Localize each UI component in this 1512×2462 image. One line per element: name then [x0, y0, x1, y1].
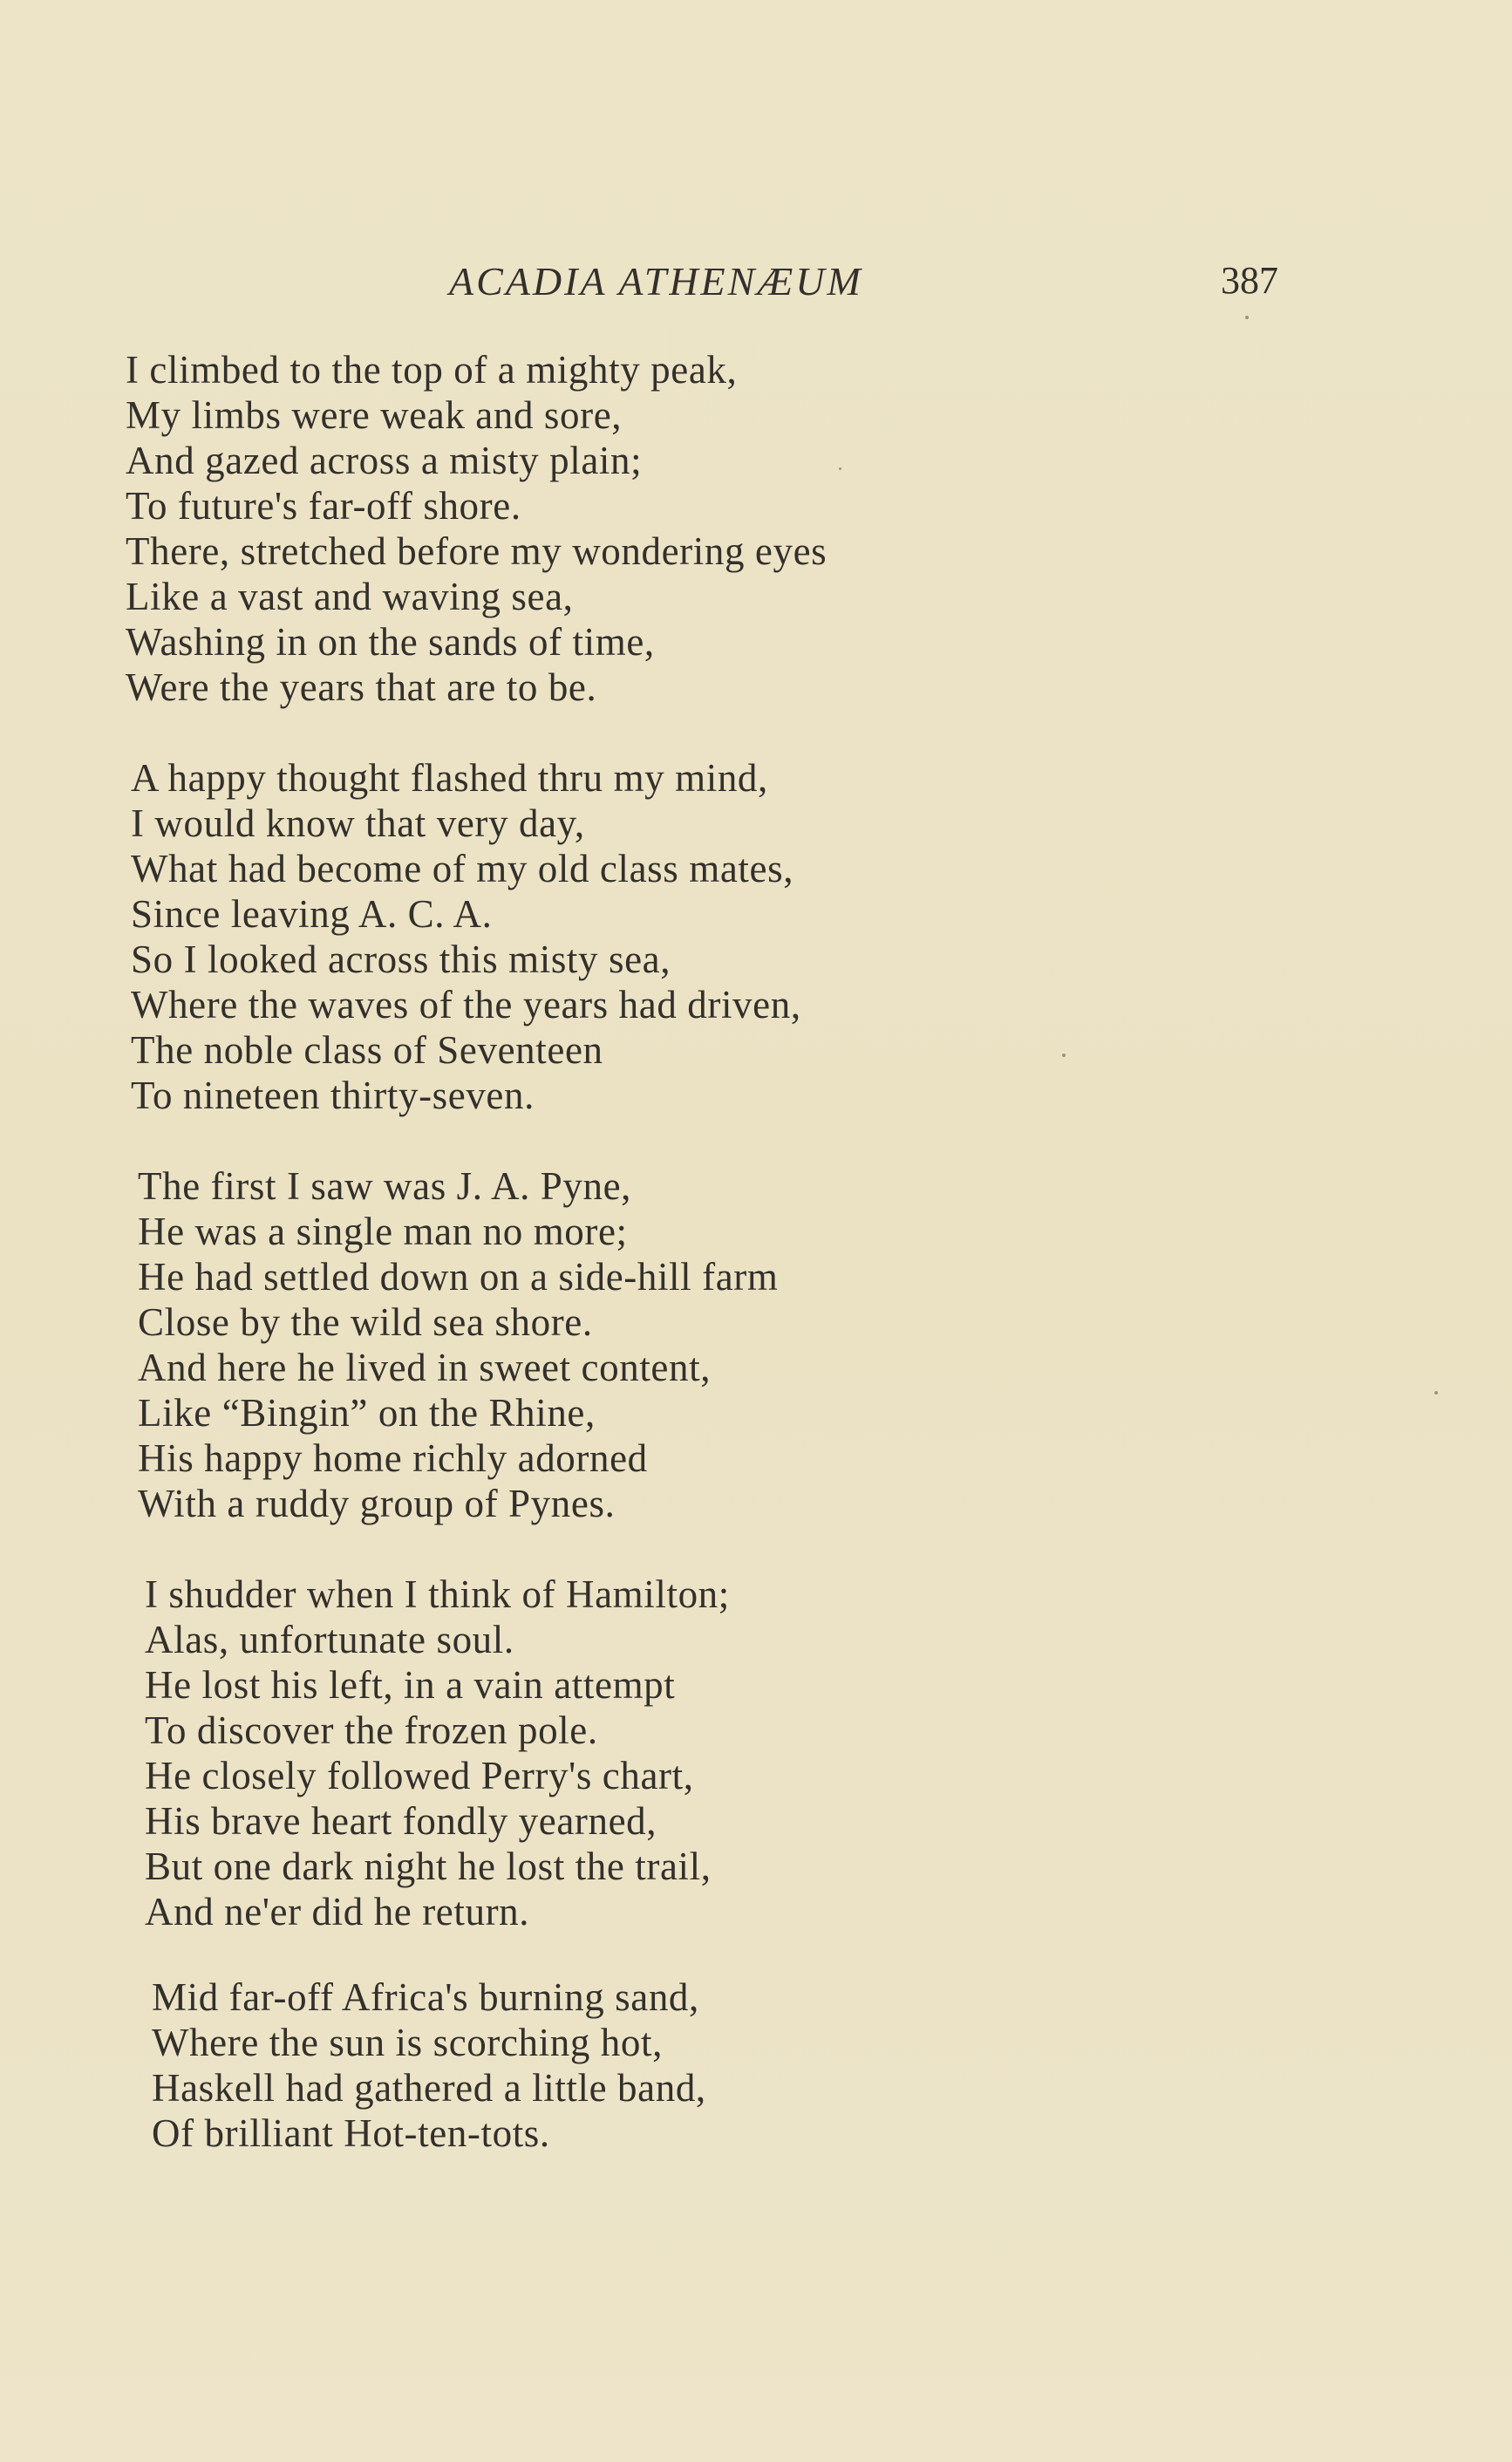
- poem-line: To future's far-off shore.: [126, 484, 521, 528]
- poem-line: He lost his left, in a vain attempt: [145, 1663, 676, 1707]
- poem-line: Where the sun is scorching hot,: [152, 2021, 663, 2064]
- stanza: [152, 1974, 1259, 2156]
- poem-line: Of brilliant Hot-ten-tots.: [152, 2111, 550, 2155]
- poem-line: Where the waves of the years had driven,: [131, 983, 801, 1026]
- poem-line: To nineteen thirty-seven.: [131, 1074, 535, 1117]
- poem-line: There, stretched before my wondering eyes: [126, 529, 828, 573]
- poem-line: Alas, unfortunate soul.: [145, 1618, 514, 1661]
- poem-line: He had settled down on a side-hill farm: [138, 1255, 779, 1299]
- poem-line: I would know that very day,: [131, 801, 585, 845]
- poem-line: And here he lived in sweet content,: [138, 1346, 712, 1389]
- stanza: [138, 1163, 1259, 1526]
- stanza: [145, 1572, 1259, 1934]
- paper-speck: [839, 467, 841, 470]
- poem: [126, 347, 1259, 2156]
- poem-line: His happy home richly adorned: [138, 1436, 648, 1480]
- stanza: [131, 755, 1259, 1118]
- poem-line: And ne'er did he return.: [145, 1890, 530, 1933]
- poem-line: But one dark night he lost the trail,: [145, 1845, 712, 1888]
- poem-line: Were the years that are to be.: [126, 665, 597, 709]
- poem-line: Haskell had gathered a little band,: [152, 2066, 706, 2110]
- poem-line: To discover the frozen pole.: [145, 1708, 598, 1752]
- poem-line: The first I saw was J. A. Pyne,: [138, 1164, 632, 1208]
- poem-line: Close by the wild sea shore.: [138, 1300, 593, 1344]
- paper-speck: [1062, 1054, 1066, 1057]
- poem-line: His brave heart fondly yearned,: [145, 1799, 657, 1843]
- poem-line: Since leaving A. C. A.: [131, 892, 493, 936]
- poem-line: He was a single man no more;: [138, 1210, 628, 1253]
- poem-line: With a ruddy group of Pynes.: [138, 1482, 616, 1525]
- poem-line: So I looked across this misty sea,: [131, 938, 671, 981]
- poem-line: The noble class of Seventeen: [131, 1028, 603, 1072]
- poem-line: What had become of my old class mates,: [131, 847, 794, 890]
- poem-line: Like “Bingin” on the Rhine,: [138, 1391, 596, 1435]
- running-head: ACADIA ATHENÆUM: [449, 259, 863, 303]
- poem-line: Washing in on the sands of time,: [126, 620, 655, 664]
- poem-line: My limbs were weak and sore,: [126, 393, 623, 437]
- poem-line: I climbed to the top of a mighty peak,: [126, 348, 738, 392]
- poem-line: I shudder when I think of Hamilton;: [145, 1572, 730, 1616]
- poem-line: Mid far-off Africa's burning sand,: [152, 1975, 699, 2019]
- poem-line: He closely followed Perry's chart,: [145, 1754, 694, 1797]
- stanza: [126, 347, 1259, 710]
- paper-speck: [1434, 1391, 1438, 1395]
- poem-line: A happy thought flashed thru my mind,: [131, 756, 768, 800]
- paper-speck: [1245, 316, 1249, 319]
- poem-line: And gazed across a misty plain;: [126, 439, 643, 482]
- page-number: 387: [1221, 259, 1278, 302]
- poem-line: Like a vast and waving sea,: [126, 575, 574, 618]
